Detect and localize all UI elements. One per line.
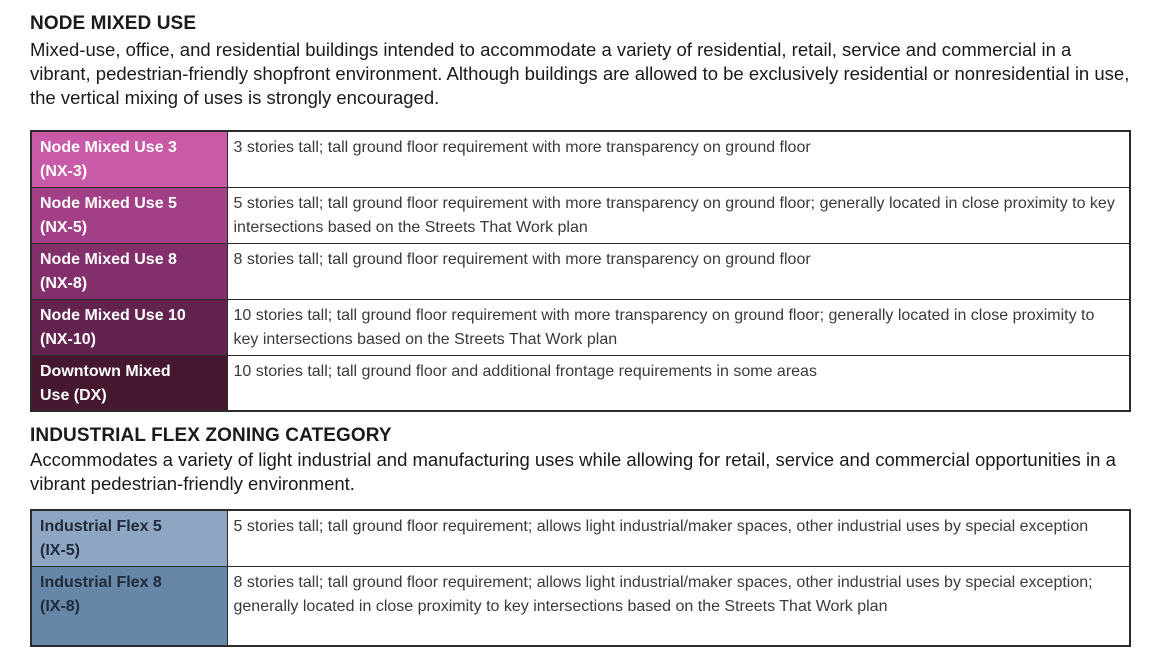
zone-name-cell <box>31 299 227 355</box>
zone-description: 3 stories tall; tall ground floor requirement with more transparency on ground floor <box>227 131 1130 187</box>
zone-name-cell <box>31 131 227 187</box>
zone-name: Node Mixed Use 10 <box>40 306 186 324</box>
zone-description: 8 stories tall; tall ground floor requirement; allows light industrial/maker spaces, other industrial uses by special exception; generally located in close proximity to key intersections based on the Streets That Work plan <box>227 566 1130 646</box>
zone-name-cell <box>31 243 227 299</box>
zone-name: Industrial Flex 5 <box>40 518 162 535</box>
zone-code: (IX-8) <box>40 597 80 615</box>
table-row <box>31 355 1130 411</box>
zone-code: (NX-10) <box>40 330 97 348</box>
section-description: Accommodates a variety of light industrial and manufacturing uses while allowing for retail, service and commercial opportunities in a vibrant pedestrian-friendly environment. <box>30 449 1116 494</box>
zone-code: (NX-5) <box>40 218 88 236</box>
zone-code: (NX-8) <box>40 274 88 292</box>
zone-name-cell <box>31 566 227 646</box>
table-row <box>31 243 1130 299</box>
table-row <box>31 131 1130 187</box>
zone-name: Industrial Flex 8 <box>40 573 162 591</box>
industrial-flex-section <box>30 424 1131 496</box>
section-description: Mixed-use, office, and residential buildings intended to accommodate a variety of residential, retail, service and commercial in a vibrant, pedestrian-friendly shopfront environment. Although buildings are allowed to be exclusively residential or nonresidential in use, the vertical mixing of uses is strongly encouraged. <box>30 39 1130 108</box>
table-row <box>31 566 1130 646</box>
zone-description: 8 stories tall; tall ground floor requirement with more transparency on ground floor <box>227 243 1130 299</box>
zone-code: Use (DX) <box>40 386 107 404</box>
zone-name-cell <box>31 187 227 243</box>
zone-name: Node Mixed Use 5 <box>40 194 177 212</box>
zone-description: 10 stories tall; tall ground floor and additional frontage requirements in some areas <box>227 355 1130 411</box>
node-mixed-use-section <box>30 12 1131 110</box>
table-row <box>31 510 1130 566</box>
zone-name-cell <box>31 510 227 566</box>
table-row <box>31 187 1130 243</box>
zone-description: 10 stories tall; tall ground floor requirement with more transparency on ground floor; generally located in close proximity to key intersections based on the Streets That Work plan <box>227 299 1130 355</box>
section-title: INDUSTRIAL FLEX ZONING CATEGORY <box>30 425 392 446</box>
zone-code: (IX-5) <box>40 542 80 559</box>
industrial-flex-table <box>30 509 1131 647</box>
zone-description: 5 stories tall; tall ground floor requirement with more transparency on ground floor; generally located in close proximity to key intersections based on the Streets That Work plan <box>227 187 1130 243</box>
zone-name: Node Mixed Use 3 <box>40 139 177 156</box>
node-mixed-use-table <box>30 130 1131 412</box>
table-row <box>31 299 1130 355</box>
zone-description: 5 stories tall; tall ground floor requirement; allows light industrial/maker spaces, other industrial uses by special exception <box>227 510 1130 566</box>
section-title: NODE MIXED USE <box>30 13 197 34</box>
zone-code: (NX-3) <box>40 163 88 180</box>
zone-name-cell <box>31 355 227 411</box>
zone-name: Node Mixed Use 8 <box>40 250 177 268</box>
zone-name: Downtown Mixed <box>40 362 171 380</box>
